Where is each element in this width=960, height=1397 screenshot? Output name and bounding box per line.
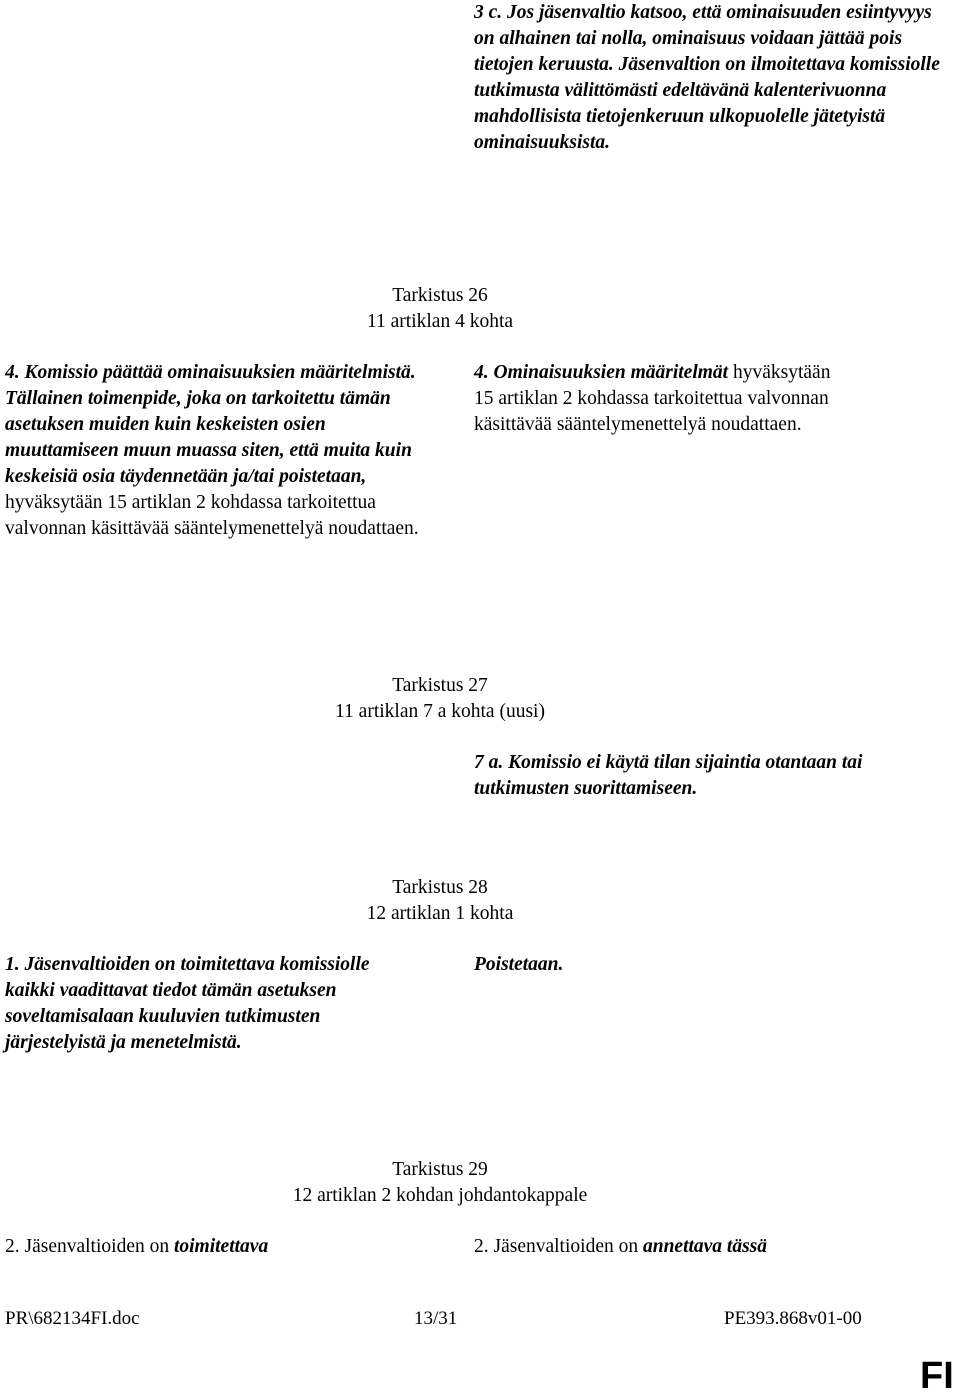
amendment-27-parliament-text: 7 a. Komissio ei käytä tilan sijaintia otantaan tai tutkimusten suorittamiseen. [474,752,863,799]
amendment-26-commission-text [5,360,425,542]
amendment-27-reference: 11 artiklan 7 a kohta (uusi) [335,701,545,722]
amendment-28-reference: 12 artiklan 1 kohta [366,903,514,924]
amendment-26-reference: 11 artiklan 4 kohta [366,311,514,332]
amendment-27-title: Tarkistus 27 [392,675,488,696]
amendment-28-commission-text: 1. Jäsenvaltioiden on toimitettava komissiolle kaikki vaadittavat tiedot tämän asetuksen soveltamisalaan kuuluvien tutkimusten järjestelyistä ja menetelmistä. [5,954,370,1053]
amendment-26-header [0,283,880,335]
amendment-26-right-emphasis: 4. Ominaisuuksien määritelmät [474,362,729,383]
amendment-29-right-plain: 2. Jäsenvaltioiden on [474,1236,643,1257]
amendment-28-parliament-text: Poistetaan. [474,954,564,975]
amendment-29-right-emphasis: annettava tässä [642,1236,768,1257]
amendment-29-reference: 12 artiklan 2 kohdan johdantokappale [292,1185,588,1206]
amendment-29-parliament-text [474,1234,944,1260]
amendment-continuation-text: 3 c. Jos jäsenvaltio katsoo, että ominaisuuden esiintyvyys on alhainen tai nolla, ominaisuus voidaan jättää pois tietojen keruusta. Jäsenvaltion on ilmoitettava komissiolle tutkimusta välittömästi edeltävänä kalenterivuonna mahdollisista tietojenkeruun ulkopuolelle jätetyistä ominaisuuksista. [474,2,940,153]
amendment-27-header [0,673,880,725]
footer-document-reference: PR\682134FI.doc [5,1308,140,1329]
amendment-29-title: Tarkistus 29 [392,1159,488,1180]
amendment-29-left-emphasis: toimitettava [173,1236,269,1257]
amendment-28-title: Tarkistus 28 [392,877,488,898]
amendment-29-header [0,1157,880,1209]
footer-page-number: 13/31 [414,1308,458,1329]
amendment-26-right-plain: hyväksytään 15 artiklan 2 kohdassa tarkoitettua valvonnan käsittävää sääntelymenettelyä noudattaen. [474,362,831,435]
amendment-29-commission-text [5,1234,425,1260]
amendment-26-title: Tarkistus 26 [392,285,488,306]
amendment-28-header [0,875,880,927]
footer-language-code: FI [920,1355,954,1397]
amendment-29-left-plain: 2. Jäsenvaltioiden on [5,1236,174,1257]
amendment-26-left-emphasis: 4. Komissio päättää ominaisuuksien määritelmistä. Tällainen toimenpide, joka on tarkoitettu tämän asetuksen muiden kuin keskeisten osien muuttamiseen muun muassa siten, että muita kuin keskeisiä osia täydennetään ja/tai poistetaan, [5,362,416,487]
amendment-26-left-plain: hyväksytään 15 artiklan 2 kohdassa tarkoitettua valvonnan käsittävää sääntelymenettelyä noudattaen. [5,492,419,539]
footer-pe-reference: PE393.868v01-00 [724,1308,862,1329]
amendment-26-parliament-text [474,360,834,438]
